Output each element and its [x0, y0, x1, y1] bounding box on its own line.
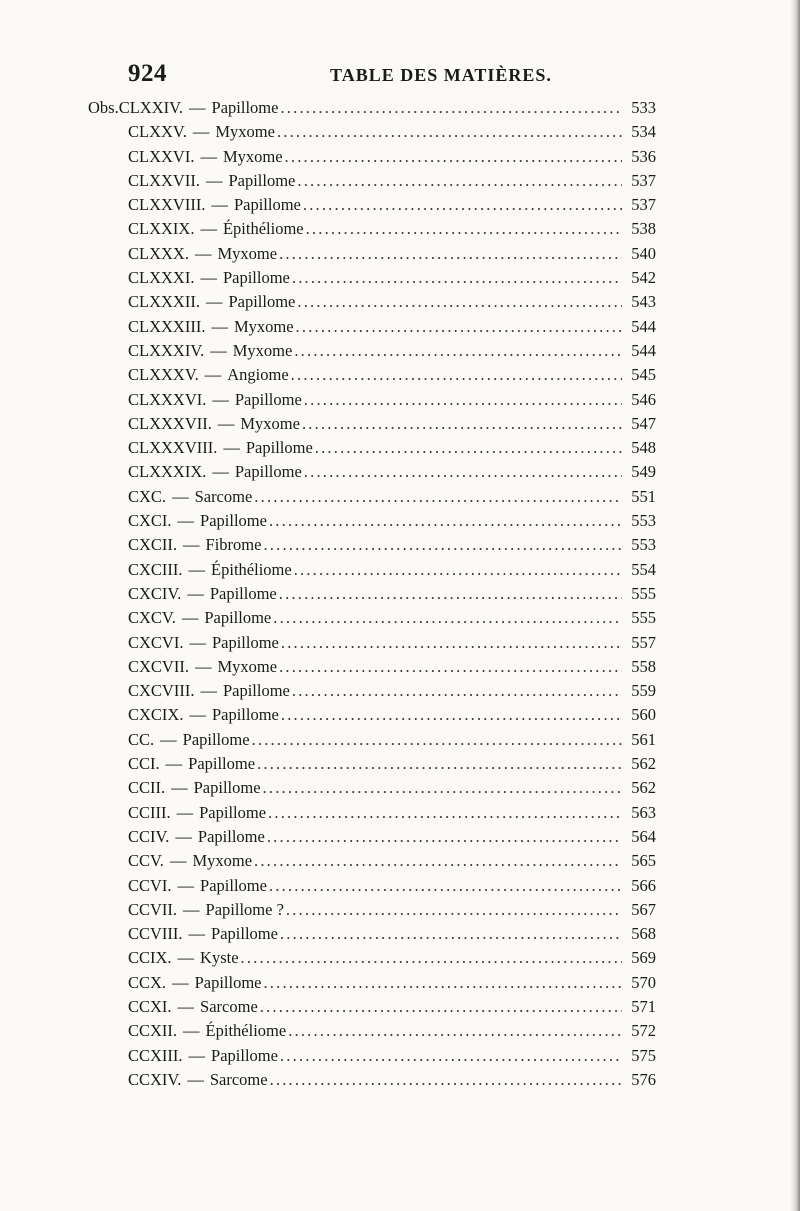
separator-dash: —	[177, 875, 195, 895]
page-reference: 543	[631, 292, 656, 312]
observation-number: CLXXV.	[128, 122, 187, 142]
toc-entry	[128, 876, 656, 900]
toc-entry	[88, 98, 656, 122]
toc-entry-text	[128, 1046, 626, 1066]
page-reference: 555	[631, 608, 656, 628]
observation-title: Papillome	[188, 754, 256, 774]
dot-leader	[260, 997, 622, 1017]
page-reference: 534	[631, 122, 656, 142]
dot-leader	[280, 924, 622, 944]
observation-number: CLXXXIV.	[128, 340, 205, 360]
separator-dash: —	[172, 972, 189, 992]
observation-title: Myxome	[232, 340, 293, 360]
separator-dash: —	[177, 511, 195, 531]
toc-entry	[128, 681, 656, 705]
page-number: 924	[128, 60, 167, 87]
toc-entry	[128, 195, 656, 219]
toc-entry-text	[128, 414, 626, 434]
dot-leader	[286, 900, 622, 920]
observation-number: CLXXXVII.	[128, 413, 212, 433]
toc-entry-text	[128, 1070, 626, 1090]
separator-dash: —	[175, 826, 192, 846]
separator-dash: —	[187, 1069, 204, 1089]
observation-number: CXCII.	[128, 535, 178, 555]
page-reference: 544	[631, 340, 656, 360]
page-reference: 551	[631, 486, 656, 506]
page-reference: 565	[631, 851, 656, 871]
toc-entry-text	[128, 681, 626, 701]
page-reference: 576	[631, 1069, 656, 1089]
dot-leader	[263, 778, 622, 798]
page-reference: 554	[631, 559, 656, 579]
toc-entry-text	[128, 317, 626, 337]
toc-entry	[128, 803, 656, 827]
toc-entry-text	[128, 803, 626, 823]
page-reference: 558	[631, 656, 656, 676]
observation-number: CCVIII.	[128, 924, 183, 944]
observation-title: Papillome	[228, 292, 296, 312]
dot-leader	[294, 341, 622, 361]
dot-leader	[279, 584, 622, 604]
page-reference: 570	[631, 972, 656, 992]
observation-title: Sarcome	[209, 1069, 268, 1089]
page-reference: 536	[631, 146, 656, 166]
table-of-contents	[88, 98, 656, 1094]
observation-number: CLXXVIII.	[128, 195, 206, 215]
page-reference: 568	[631, 924, 656, 944]
toc-entry-text	[128, 973, 626, 993]
observation-title: Sarcome	[194, 486, 253, 506]
observation-title: Papillome	[211, 705, 279, 725]
toc-entry-text	[128, 851, 626, 871]
dot-leader	[292, 681, 622, 701]
page-edge-shadow	[790, 0, 800, 1211]
toc-entry	[128, 827, 656, 851]
separator-dash: —	[211, 195, 228, 215]
obs-label: Obs.	[88, 98, 119, 117]
page-reference: 553	[631, 535, 656, 555]
dot-leader	[304, 462, 622, 482]
toc-entry-text	[128, 535, 626, 555]
page-reference: 542	[631, 268, 656, 288]
toc-entry	[128, 511, 656, 535]
observation-title: Papillome	[204, 608, 272, 628]
observation-title: Myxome	[233, 316, 294, 336]
dot-leader	[292, 268, 622, 288]
observation-number: CXCIV.	[128, 583, 182, 603]
running-title: TABLE DES MATIÈRES.	[330, 65, 552, 85]
toc-entry-text	[128, 171, 626, 191]
separator-dash: —	[200, 146, 217, 166]
observation-title: Papillome	[222, 268, 290, 288]
observation-number: CLXXXVI.	[128, 389, 207, 409]
observation-title: Papillome	[211, 98, 279, 117]
dot-leader	[294, 560, 622, 580]
observation-number: CC.	[128, 729, 155, 749]
toc-entry-text	[128, 754, 626, 774]
observation-title: Myxome	[192, 851, 253, 871]
separator-dash: —	[188, 924, 206, 944]
observation-title: Épithéliome	[211, 559, 292, 579]
toc-entry	[128, 633, 656, 657]
observation-number: CLXXXIX.	[128, 462, 207, 482]
separator-dash: —	[210, 340, 227, 360]
dot-leader	[280, 98, 622, 118]
observation-title: Myxome	[217, 243, 278, 263]
toc-entry-text	[128, 1021, 626, 1041]
observation-number: CXC.	[128, 486, 167, 506]
separator-dash: —	[194, 243, 212, 263]
observation-number: CCIX.	[128, 948, 172, 968]
observation-title: Papillome	[211, 632, 279, 652]
toc-entry	[128, 268, 656, 292]
observation-number: CCII.	[128, 778, 166, 798]
toc-entry	[128, 560, 656, 584]
observation-number: CCV.	[128, 851, 164, 871]
toc-entry	[128, 1021, 656, 1045]
dot-leader	[241, 948, 622, 968]
observation-title: Papillome	[234, 389, 302, 409]
dot-leader	[281, 633, 622, 653]
dot-leader	[288, 1021, 622, 1041]
observation-number: CXCVII.	[128, 656, 189, 676]
toc-entry	[128, 754, 656, 778]
separator-dash: —	[217, 413, 235, 433]
observation-title: Papillome	[200, 875, 267, 895]
page-reference: 560	[631, 705, 656, 725]
observation-number: CLXXXII.	[128, 292, 200, 312]
observation-title: Épithéliome	[205, 1021, 287, 1041]
separator-dash: —	[211, 316, 228, 336]
observation-number: CCVII.	[128, 899, 178, 919]
observation-number: CXCIII.	[128, 559, 183, 579]
observation-title: Papillome	[197, 826, 265, 846]
separator-dash: —	[183, 1021, 200, 1041]
toc-entry-text	[128, 997, 626, 1017]
dot-leader	[263, 973, 622, 993]
toc-entry	[128, 1070, 656, 1094]
separator-dash: —	[223, 438, 240, 458]
page-reference: 547	[631, 413, 656, 433]
dot-leader	[267, 827, 622, 847]
dot-leader	[304, 390, 622, 410]
observation-number: CXCV.	[128, 608, 176, 628]
page-reference: 557	[631, 632, 656, 652]
toc-entry-text	[128, 730, 626, 750]
page-reference: 562	[631, 754, 656, 774]
toc-entry-text	[119, 98, 626, 118]
observation-number: CLXXXV.	[128, 365, 199, 385]
observation-title: Papillome	[234, 462, 302, 482]
page-reference: 540	[631, 243, 656, 263]
toc-entry	[128, 535, 656, 559]
observation-title: Kyste	[200, 948, 239, 968]
dot-leader	[269, 876, 622, 896]
toc-entry-text	[128, 390, 626, 410]
toc-entry-text	[128, 511, 626, 531]
toc-entry-text	[128, 948, 626, 968]
page-reference: 537	[631, 170, 656, 190]
dot-leader	[279, 657, 622, 677]
toc-entry	[128, 122, 656, 146]
dot-leader	[263, 535, 622, 555]
observation-number: CXCI.	[128, 511, 172, 531]
separator-dash: —	[187, 583, 204, 603]
dot-leader	[270, 1070, 622, 1090]
separator-dash: —	[188, 559, 206, 579]
page-header	[128, 60, 688, 90]
toc-entry	[128, 778, 656, 802]
dot-leader	[269, 511, 622, 531]
separator-dash: —	[172, 486, 189, 506]
separator-dash: —	[169, 851, 187, 871]
page-reference: 537	[631, 195, 656, 215]
observation-number: CLXXXVIII.	[128, 438, 218, 458]
observation-title: Papillome	[182, 729, 250, 749]
separator-dash: —	[171, 778, 188, 798]
dot-leader	[273, 608, 622, 628]
observation-title: Papillome	[211, 1045, 278, 1065]
observation-number: CCXIII.	[128, 1045, 183, 1065]
page-reference: 572	[631, 1021, 656, 1041]
toc-entry	[128, 219, 656, 243]
toc-entry-text	[128, 876, 626, 896]
observation-number: CLXXVI.	[128, 146, 195, 166]
page-reference: 566	[631, 875, 656, 895]
observation-title: Myxome	[240, 413, 300, 433]
toc-entry	[128, 657, 656, 681]
dot-leader	[315, 438, 622, 458]
page-reference: 561	[631, 729, 656, 749]
separator-dash: —	[212, 462, 229, 482]
observation-title: Myxome	[215, 122, 275, 142]
page-reference: 545	[631, 365, 656, 385]
observation-title: Épithéliome	[222, 219, 304, 239]
observation-title: Papillome	[228, 170, 296, 190]
observation-title: Papillome ?	[205, 899, 284, 919]
toc-entry	[128, 390, 656, 414]
toc-entry	[128, 1046, 656, 1070]
toc-entry	[128, 487, 656, 511]
observation-number: CLXXVII.	[128, 170, 200, 190]
dot-leader	[277, 122, 622, 142]
toc-entry	[128, 414, 656, 438]
toc-entry-text	[128, 900, 626, 920]
observation-number: CCI.	[128, 754, 160, 774]
observation-title: Myxome	[217, 656, 278, 676]
toc-entry-text	[128, 924, 626, 944]
toc-entry-text	[128, 292, 626, 312]
observation-title: Papillome	[193, 778, 261, 798]
separator-dash: —	[212, 389, 229, 409]
page-reference: 559	[631, 681, 656, 701]
toc-entry-text	[128, 219, 626, 239]
observation-title: Papillome	[194, 972, 262, 992]
observation-title: Papillome	[211, 924, 278, 944]
observation-number: CCVI.	[128, 875, 172, 895]
separator-dash: —	[177, 996, 195, 1016]
observation-number: CLXXX.	[128, 243, 189, 263]
separator-dash: —	[189, 705, 206, 725]
toc-entry	[128, 317, 656, 341]
observation-number: CCXII.	[128, 1021, 178, 1041]
toc-entry	[128, 462, 656, 486]
observation-title: Angiome	[227, 365, 289, 385]
observation-title: Myxome	[222, 146, 283, 166]
toc-entry-text	[128, 365, 626, 385]
observation-title: Fibrome	[205, 535, 262, 555]
page-reference: 555	[631, 583, 656, 603]
observation-number: CCXIV.	[128, 1069, 182, 1089]
dot-leader	[291, 365, 622, 385]
observation-number: CCX.	[128, 972, 167, 992]
observation-number: CXCIX.	[128, 705, 184, 725]
toc-entry	[128, 900, 656, 924]
dot-leader	[280, 1046, 622, 1066]
observation-number: CCIII.	[128, 802, 171, 822]
dot-leader	[281, 705, 622, 725]
page-reference: 564	[631, 826, 656, 846]
toc-entry-text	[128, 462, 626, 482]
separator-dash: —	[200, 219, 217, 239]
page-reference: 553	[631, 511, 656, 531]
page-reference: 563	[631, 802, 656, 822]
observation-number: CCXI.	[128, 996, 172, 1016]
separator-dash: —	[200, 268, 217, 288]
dot-leader	[252, 730, 622, 750]
toc-entry-text	[128, 341, 626, 361]
page-reference: 571	[631, 996, 656, 1016]
separator-dash: —	[177, 948, 195, 968]
separator-dash: —	[160, 729, 177, 749]
observation-title: Papillome	[222, 681, 290, 701]
observation-number: CXCVI.	[128, 632, 184, 652]
dot-leader	[257, 754, 622, 774]
toc-entry-text	[128, 608, 626, 628]
toc-entry-text	[128, 633, 626, 653]
toc-entry	[128, 244, 656, 268]
observation-number: CLXXIV.	[118, 98, 184, 117]
separator-dash: —	[205, 292, 223, 312]
separator-dash: —	[200, 681, 217, 701]
toc-entry	[128, 341, 656, 365]
observation-title: Papillome	[233, 195, 301, 215]
toc-entry-text	[128, 657, 626, 677]
toc-entry-text	[128, 560, 626, 580]
separator-dash: —	[165, 754, 183, 774]
separator-dash: —	[176, 802, 194, 822]
observation-title: Papillome	[200, 511, 267, 531]
separator-dash: —	[192, 122, 210, 142]
toc-entry-text	[128, 778, 626, 798]
dot-leader	[254, 851, 622, 871]
dot-leader	[285, 147, 622, 167]
separator-dash: —	[204, 365, 222, 385]
page-reference: 567	[631, 899, 656, 919]
toc-entry	[128, 924, 656, 948]
toc-entry	[128, 948, 656, 972]
page-reference: 562	[631, 778, 656, 798]
observation-title: Papillome	[209, 583, 277, 603]
toc-entry	[128, 997, 656, 1021]
page-reference: 546	[631, 389, 656, 409]
toc-entry-text	[128, 584, 626, 604]
toc-entry-text	[128, 147, 626, 167]
separator-dash: —	[189, 98, 206, 117]
toc-entry-text	[128, 122, 626, 142]
dot-leader	[297, 292, 622, 312]
separator-dash: —	[189, 632, 206, 652]
page-reference: 569	[631, 948, 656, 968]
dot-leader	[296, 317, 622, 337]
toc-entry	[128, 365, 656, 389]
separator-dash: —	[181, 608, 199, 628]
separator-dash: —	[205, 170, 223, 190]
toc-entry	[128, 584, 656, 608]
dot-leader	[254, 487, 622, 507]
toc-entry	[128, 730, 656, 754]
toc-entry	[128, 705, 656, 729]
page-reference: 538	[631, 219, 656, 239]
dot-leader	[306, 219, 622, 239]
separator-dash: —	[183, 899, 200, 919]
separator-dash: —	[188, 1045, 206, 1065]
page-reference: 549	[631, 462, 656, 482]
toc-entry-text	[128, 438, 626, 458]
toc-entry	[128, 171, 656, 195]
observation-number: CCIV.	[128, 826, 170, 846]
toc-entry	[128, 292, 656, 316]
separator-dash: —	[183, 535, 200, 555]
observation-title: Papillome	[199, 802, 267, 822]
observation-number: CLXXXIII.	[128, 316, 206, 336]
dot-leader	[303, 195, 622, 215]
toc-entry	[128, 438, 656, 462]
toc-entry	[128, 973, 656, 997]
observation-number: CLXXIX.	[128, 219, 195, 239]
toc-entry-text	[128, 487, 626, 507]
toc-entry	[128, 851, 656, 875]
dot-leader	[302, 414, 622, 434]
toc-entry-text	[128, 195, 626, 215]
page-reference: 548	[631, 438, 656, 458]
observation-title: Sarcome	[200, 996, 258, 1016]
dot-leader	[279, 244, 622, 264]
dot-leader	[268, 803, 622, 823]
observation-number: CXCVIII.	[128, 681, 195, 701]
toc-entry-text	[128, 268, 626, 288]
page-reference: 575	[631, 1045, 656, 1065]
dot-leader	[297, 171, 622, 191]
page-reference: 533	[631, 98, 656, 117]
toc-entry	[128, 147, 656, 171]
observation-number: CLXXXI.	[128, 268, 195, 288]
toc-entry-text	[128, 244, 626, 264]
toc-entry	[128, 608, 656, 632]
observation-title: Papillome	[245, 438, 313, 458]
separator-dash: —	[194, 656, 212, 676]
toc-entry-text	[128, 827, 626, 847]
toc-entry-text	[128, 705, 626, 725]
page-reference: 544	[631, 316, 656, 336]
